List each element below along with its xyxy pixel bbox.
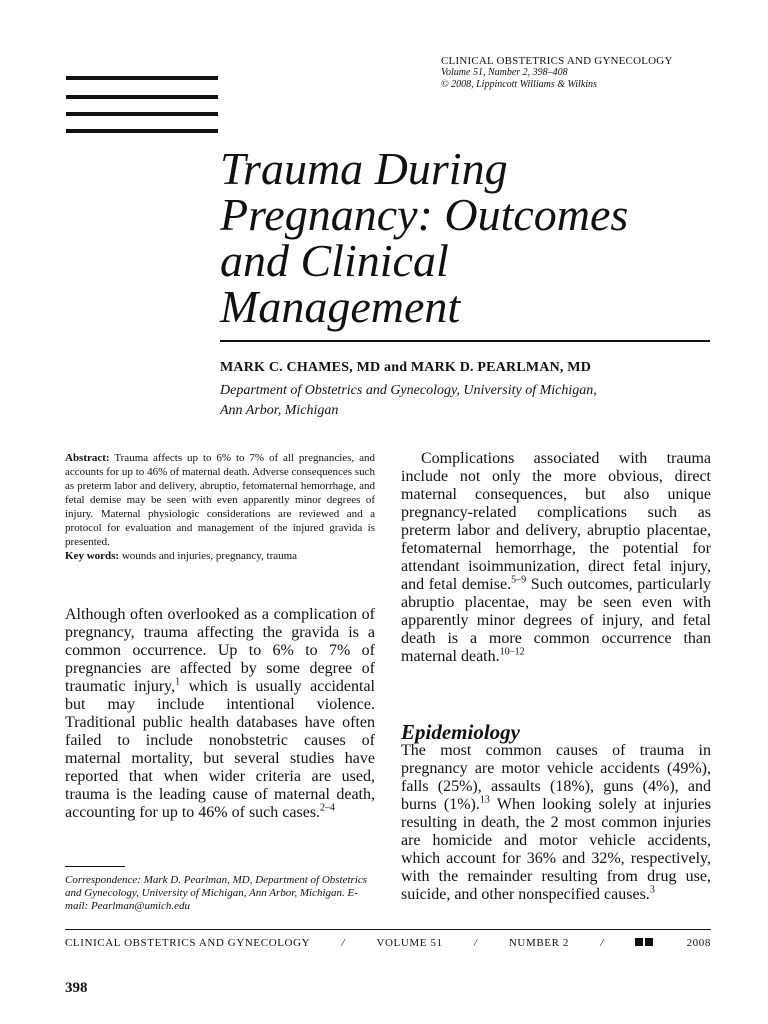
article-title xyxy=(220,143,720,332)
epidemiology-paragraph xyxy=(401,742,711,904)
keywords-label: Key words: xyxy=(65,550,120,562)
reference: 10–12 xyxy=(499,646,525,658)
reference: 1 xyxy=(175,676,181,688)
intro-text: Although often overlooked as a complication of pregnancy, trauma affecting the gravida is a common occurrence. Up to 6% to 7% of pregnancies are affected by some degree of traumatic injury, xyxy=(65,606,375,695)
footer-separator: / xyxy=(473,937,478,949)
footer-year: 2008 xyxy=(686,937,711,949)
reference: 5–9 xyxy=(511,574,527,586)
footer-number: NUMBER 2 xyxy=(508,937,570,949)
title-line: and Clinical xyxy=(220,235,449,286)
section-heading-epidemiology: Epidemiology xyxy=(401,720,520,744)
footer-journal: CLINICAL OBSTETRICS AND GYNECOLOGY xyxy=(65,937,311,949)
complications-text: Complications associated with trauma include not only the more obvious, direct maternal consequences, but also unique pregnancy-related complications such as preterm labor and delivery, abruptio placentae, fetomaternal hemorrhage, the potential for attendant isoimmunization, direct fetal injury, and fetal demise. xyxy=(401,450,711,593)
authors: MARK C. CHAMES, MD and MARK D. PEARLMAN, MD xyxy=(220,360,592,375)
epidemiology-text: The most common causes of trauma in pregnancy are motor vehicle accidents (49%), falls (25%), assaults (18%), guns (4%), and burns (1%). xyxy=(401,742,711,813)
abstract xyxy=(65,451,375,563)
decorative-rule xyxy=(66,95,218,99)
affiliation-line: Ann Arbor, Michigan xyxy=(220,403,339,418)
intro-text: which is usually accidental but may include intentional violence. Traditional public health databases have often failed to include nonobstetric causes of maternal mortality, but several studies have reported that when wider criteria are used, trauma is the leading cause of maternal death, accounting for up to 46% of such cases. xyxy=(65,678,375,821)
correspondence-rule xyxy=(65,866,125,867)
complications-text: Such outcomes, particularly abruptio placentae, may be seen even with apparently minor degrees of injury, and fetal death is a more common occurrence than maternal death. xyxy=(401,576,712,665)
abstract-label: Abstract: xyxy=(65,452,110,464)
footer-volume: VOLUME 51 xyxy=(376,937,443,949)
journal-volume: Volume 51, Number 2, 398–408 xyxy=(441,67,568,78)
intro-paragraph xyxy=(65,606,375,822)
affiliation xyxy=(220,381,720,421)
correspondence: Correspondence: Mark D. Pearlman, MD, Department of Obstetrics and Gynecology, University of Michigan, Ann Arbor, Michigan. E-mail: Pearlman@umich.edu xyxy=(65,874,368,912)
reference: 2–4 xyxy=(320,802,336,814)
decorative-rule xyxy=(66,112,218,116)
reference: 13 xyxy=(479,794,490,806)
affiliation-line: Department of Obstetrics and Gynecology, University of Michigan, xyxy=(220,383,597,398)
running-footer xyxy=(65,937,711,949)
epidemiology-text: When looking solely at injuries resulting in death, the 2 most common injuries are homicide and motor vehicle accidents, which account for 36% and 32%, respectively, with the remainder resulting from drug use, suicide, and other nonspecified causes. xyxy=(401,796,711,903)
journal-name: CLINICAL OBSTETRICS AND GYNECOLOGY xyxy=(441,55,673,67)
page-number: 398 xyxy=(65,980,88,996)
title-line: Pregnancy: Outcomes xyxy=(220,189,629,240)
decorative-rule xyxy=(66,76,218,80)
decorative-rule xyxy=(66,129,218,133)
abstract-text: Trauma affects up to 6% to 7% of all pregnancies, and accounts for up to 46% of maternal death. Adverse consequences such as preterm labor and delivery, abruptio, fetomaternal hemorrhage, and fetal demise may be seen with even apparently minor degrees of injury. Maternal physiologic considerations are reviewed and a protocol for evaluation and management of the injured gravida is presented. xyxy=(65,452,375,548)
footer-squares-icon xyxy=(635,937,655,949)
reference: 3 xyxy=(649,884,655,896)
footer-divider xyxy=(65,929,711,930)
complications-paragraph xyxy=(401,450,711,666)
journal-header xyxy=(441,55,731,91)
keywords: wounds and injuries, pregnancy, trauma xyxy=(121,550,298,562)
footer-separator: / xyxy=(600,937,604,949)
title-line: Management xyxy=(220,281,461,332)
title-line: Trauma During xyxy=(220,143,508,194)
title-divider xyxy=(220,340,710,342)
footer-separator: / xyxy=(341,937,346,949)
journal-copyright: © 2008, Lippincott Williams & Wilkins xyxy=(441,79,597,90)
